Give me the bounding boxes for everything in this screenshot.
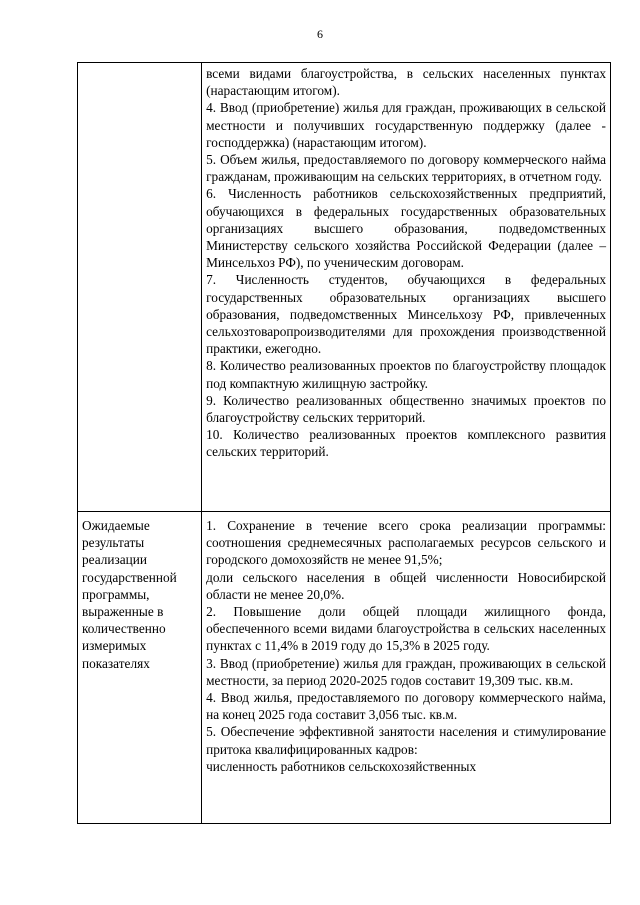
indicator-4: 4. Ввод (приобретение) жилья для граждан, проживающих в сельской местности и получивших государственную поддержку (далее - господдержка) (нарастающим итогом). bbox=[206, 100, 606, 150]
indicator-8: 8. Количество реализованных проектов по благоустройству площадок под компактную жилищную застройку. bbox=[206, 358, 606, 391]
page-number: 6 bbox=[317, 27, 323, 41]
result-1-share: доли сельского населения в общей численности Новосибирской области не менее 20,0%. bbox=[206, 569, 606, 602]
indicator-5: 5. Объем жилья, предоставляемого по договору коммерческого найма гражданам, проживающим на сельских территориях, в отчетном году. bbox=[206, 152, 606, 185]
result-2: 2. Повышение доли общей площади жилищного фонда, обеспеченного всеми видами благоустройства в сельских населенных пунктах с 11,4% в 2019 году до 15,3% в 2025 году. bbox=[206, 604, 606, 654]
result-3: 3. Ввод (приобретение) жилья для граждан, проживающих в сельской местности, за период 2020-2025 годов составит 19,309 тыс. кв.м. bbox=[206, 655, 606, 688]
row-label-cell bbox=[78, 512, 202, 824]
row-content-cell bbox=[202, 63, 611, 512]
result-5-workers: численность работников сельскохозяйственных bbox=[206, 758, 477, 774]
indicator-7: 7. Численность студентов, обучающихся в федеральных государственных образовательных организациях высшего образования, подведомственных Минсельхозу РФ, привлеченных сельхозтоваропроизводителями для прохождения производственной практики, ежегодно. bbox=[206, 272, 606, 357]
row-content-cell bbox=[202, 512, 611, 824]
table-row-indicators bbox=[78, 63, 611, 512]
row-label-expected-results: Ожидаемые результаты реализации государственной программы, выраженные в количественно измеримых показателях bbox=[82, 518, 177, 671]
result-1: 1. Сохранение в течение всего срока реализации программы: соотношения среднемесячных располагаемых ресурсов сельского и городского домохозяйств не менее 91,5%; bbox=[206, 518, 606, 568]
indicator-3-continued: всеми видами благоустройства, в сельских населенных пунктах (нарастающим итогом). bbox=[206, 66, 606, 99]
indicator-9: 9. Количество реализованных общественно значимых проектов по благоустройству сельских территорий. bbox=[206, 392, 606, 426]
indicator-10: 10. Количество реализованных проектов комплексного развития сельских территорий. bbox=[206, 427, 606, 460]
program-passport-table bbox=[77, 62, 611, 824]
table-row-expected-results bbox=[78, 512, 611, 824]
row-label-cell bbox=[78, 63, 202, 512]
result-5: 5. Обеспечение эффективной занятости населения и стимулирование притока квалифицированных кадров: bbox=[206, 724, 606, 757]
indicator-6: 6. Численность работников сельскохозяйственных предприятий, обучающихся в федеральных государственных образовательных организациях высшего образования, подведомственных Министерству сельского хозяйства Российской Федерации (далее – Минсельхоз РФ), по ученическим договорам. bbox=[206, 186, 606, 271]
result-4: 4. Ввод жилья, предоставляемого по договору коммерческого найма, на конец 2025 года составит 3,056 тыс. кв.м. bbox=[206, 690, 606, 723]
